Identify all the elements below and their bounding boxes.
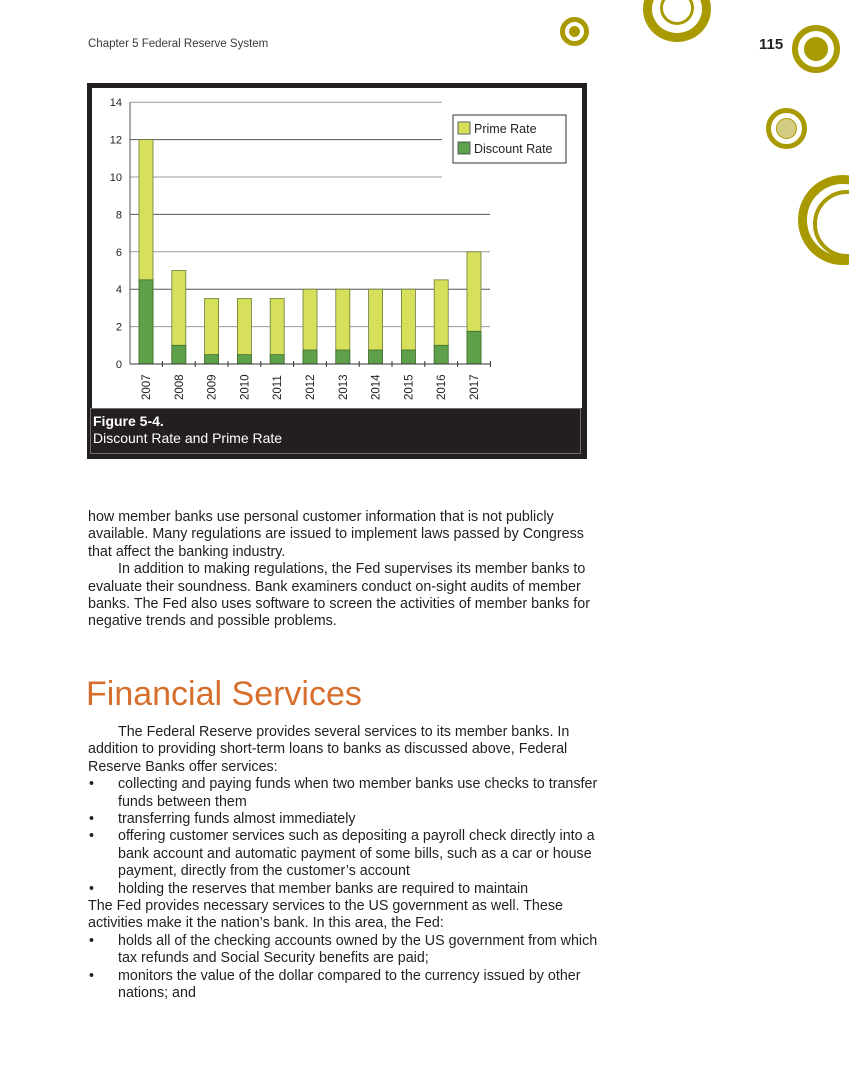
y-tick-label: 4: [115, 284, 122, 297]
running-header: Chapter 5 Federal Reserve System: [88, 38, 269, 50]
chart-plot-area: [92, 88, 582, 408]
y-tick-label: 8: [115, 209, 122, 222]
x-tick-label: 2009: [206, 374, 219, 400]
body-section-financial-services: [88, 724, 598, 1003]
paragraph: The Federal Reserve provides several services to its member banks. In addition to providing short-term loans to banks as discussed above, Federal Reserve Banks offer services:: [88, 724, 570, 775]
decor-ring-light-icon: [766, 108, 807, 149]
bar-discount-rate: [336, 350, 350, 364]
x-tick-label: 2013: [337, 374, 350, 400]
x-tick-label: 2008: [173, 374, 186, 400]
paragraph: how member banks use personal customer information that is not publicly available. Many regulations are issued to implement laws passed by Congress that affect the banking industry.: [88, 509, 584, 560]
list-item: • holding the reserves that member banks are required to maintain: [88, 881, 598, 898]
bar-discount-rate: [172, 345, 186, 364]
decor-ring-top-icon: [643, 0, 711, 42]
figure-5-4: [87, 83, 587, 459]
bar-discount-rate: [401, 350, 415, 364]
bar-discount-rate: [270, 355, 284, 364]
y-tick-label: 12: [109, 134, 122, 147]
list-item: • transferring funds almost immediately: [88, 811, 598, 828]
list-item: • holds all of the checking accounts owned by the US government from which tax refunds and Social Security benefits are paid;: [88, 933, 598, 968]
x-tick-label: 2007: [141, 374, 153, 400]
y-tick-label: 2: [115, 321, 122, 334]
decor-ring-small-icon: [560, 17, 589, 46]
paragraph: The Fed provides necessary services to the US government as well. These activities make it the nation’s bank. In this area, the Fed:: [88, 898, 563, 932]
figure-label: Figure 5-4.: [93, 413, 164, 429]
bar-prime-rate: [205, 299, 219, 364]
x-tick-label: 2011: [272, 375, 285, 400]
services-list: [88, 776, 598, 898]
y-tick-label: 0: [115, 359, 122, 371]
bar-discount-rate: [467, 331, 481, 364]
page-number: 115: [759, 36, 784, 53]
list-item: • collecting and paying funds when two member banks use checks to transfer funds between them: [88, 776, 598, 811]
x-tick-label: 2012: [305, 374, 317, 400]
bar-prime-rate: [270, 299, 284, 364]
list-item: • offering customer services such as depositing a payroll check directly into a bank account and automatic payment of some bills, such as a car or house payment, directly from the customer’s account: [88, 828, 598, 880]
legend-label: Prime Rate: [474, 122, 537, 136]
legend-swatch: [458, 122, 470, 134]
section-heading: Financial Services: [86, 675, 362, 713]
decor-ring-large-icon: [798, 175, 849, 265]
bar-discount-rate: [139, 280, 153, 364]
bar-prime-rate: [237, 299, 251, 364]
stacked-bar-chart: [92, 88, 582, 408]
y-tick-label: 14: [109, 97, 122, 110]
x-tick-label: 2017: [469, 374, 481, 400]
figure-title: Discount Rate and Prime Rate: [93, 430, 283, 446]
decor-ring-page-icon: [792, 25, 840, 73]
body-section-regulations: [88, 509, 598, 631]
y-tick-label: 10: [109, 172, 122, 184]
paragraph: In addition to making regulations, the Fed supervises its member banks to evaluate their soundness. Bank examiners conduct on-sight audits of member banks. The Fed also uses software to screen the activities of member banks for negative trends and possible problems.: [88, 561, 590, 630]
legend-swatch: [458, 142, 470, 154]
bar-discount-rate: [303, 350, 317, 364]
figure-caption: [90, 408, 581, 454]
bar-discount-rate: [434, 345, 448, 364]
bar-discount-rate: [369, 350, 383, 364]
list-item: • monitors the value of the dollar compared to the currency issued by other nations; and: [88, 968, 598, 1003]
y-tick-label: 6: [115, 246, 122, 259]
x-tick-label: 2014: [370, 374, 383, 400]
x-tick-label: 2016: [436, 374, 449, 400]
legend-label: Discount Rate: [474, 142, 553, 156]
bar-discount-rate: [205, 355, 219, 364]
x-tick-label: 2010: [239, 374, 252, 400]
x-tick-label: 2015: [403, 374, 416, 400]
government-services-list: [88, 933, 598, 1003]
bar-discount-rate: [237, 355, 251, 364]
